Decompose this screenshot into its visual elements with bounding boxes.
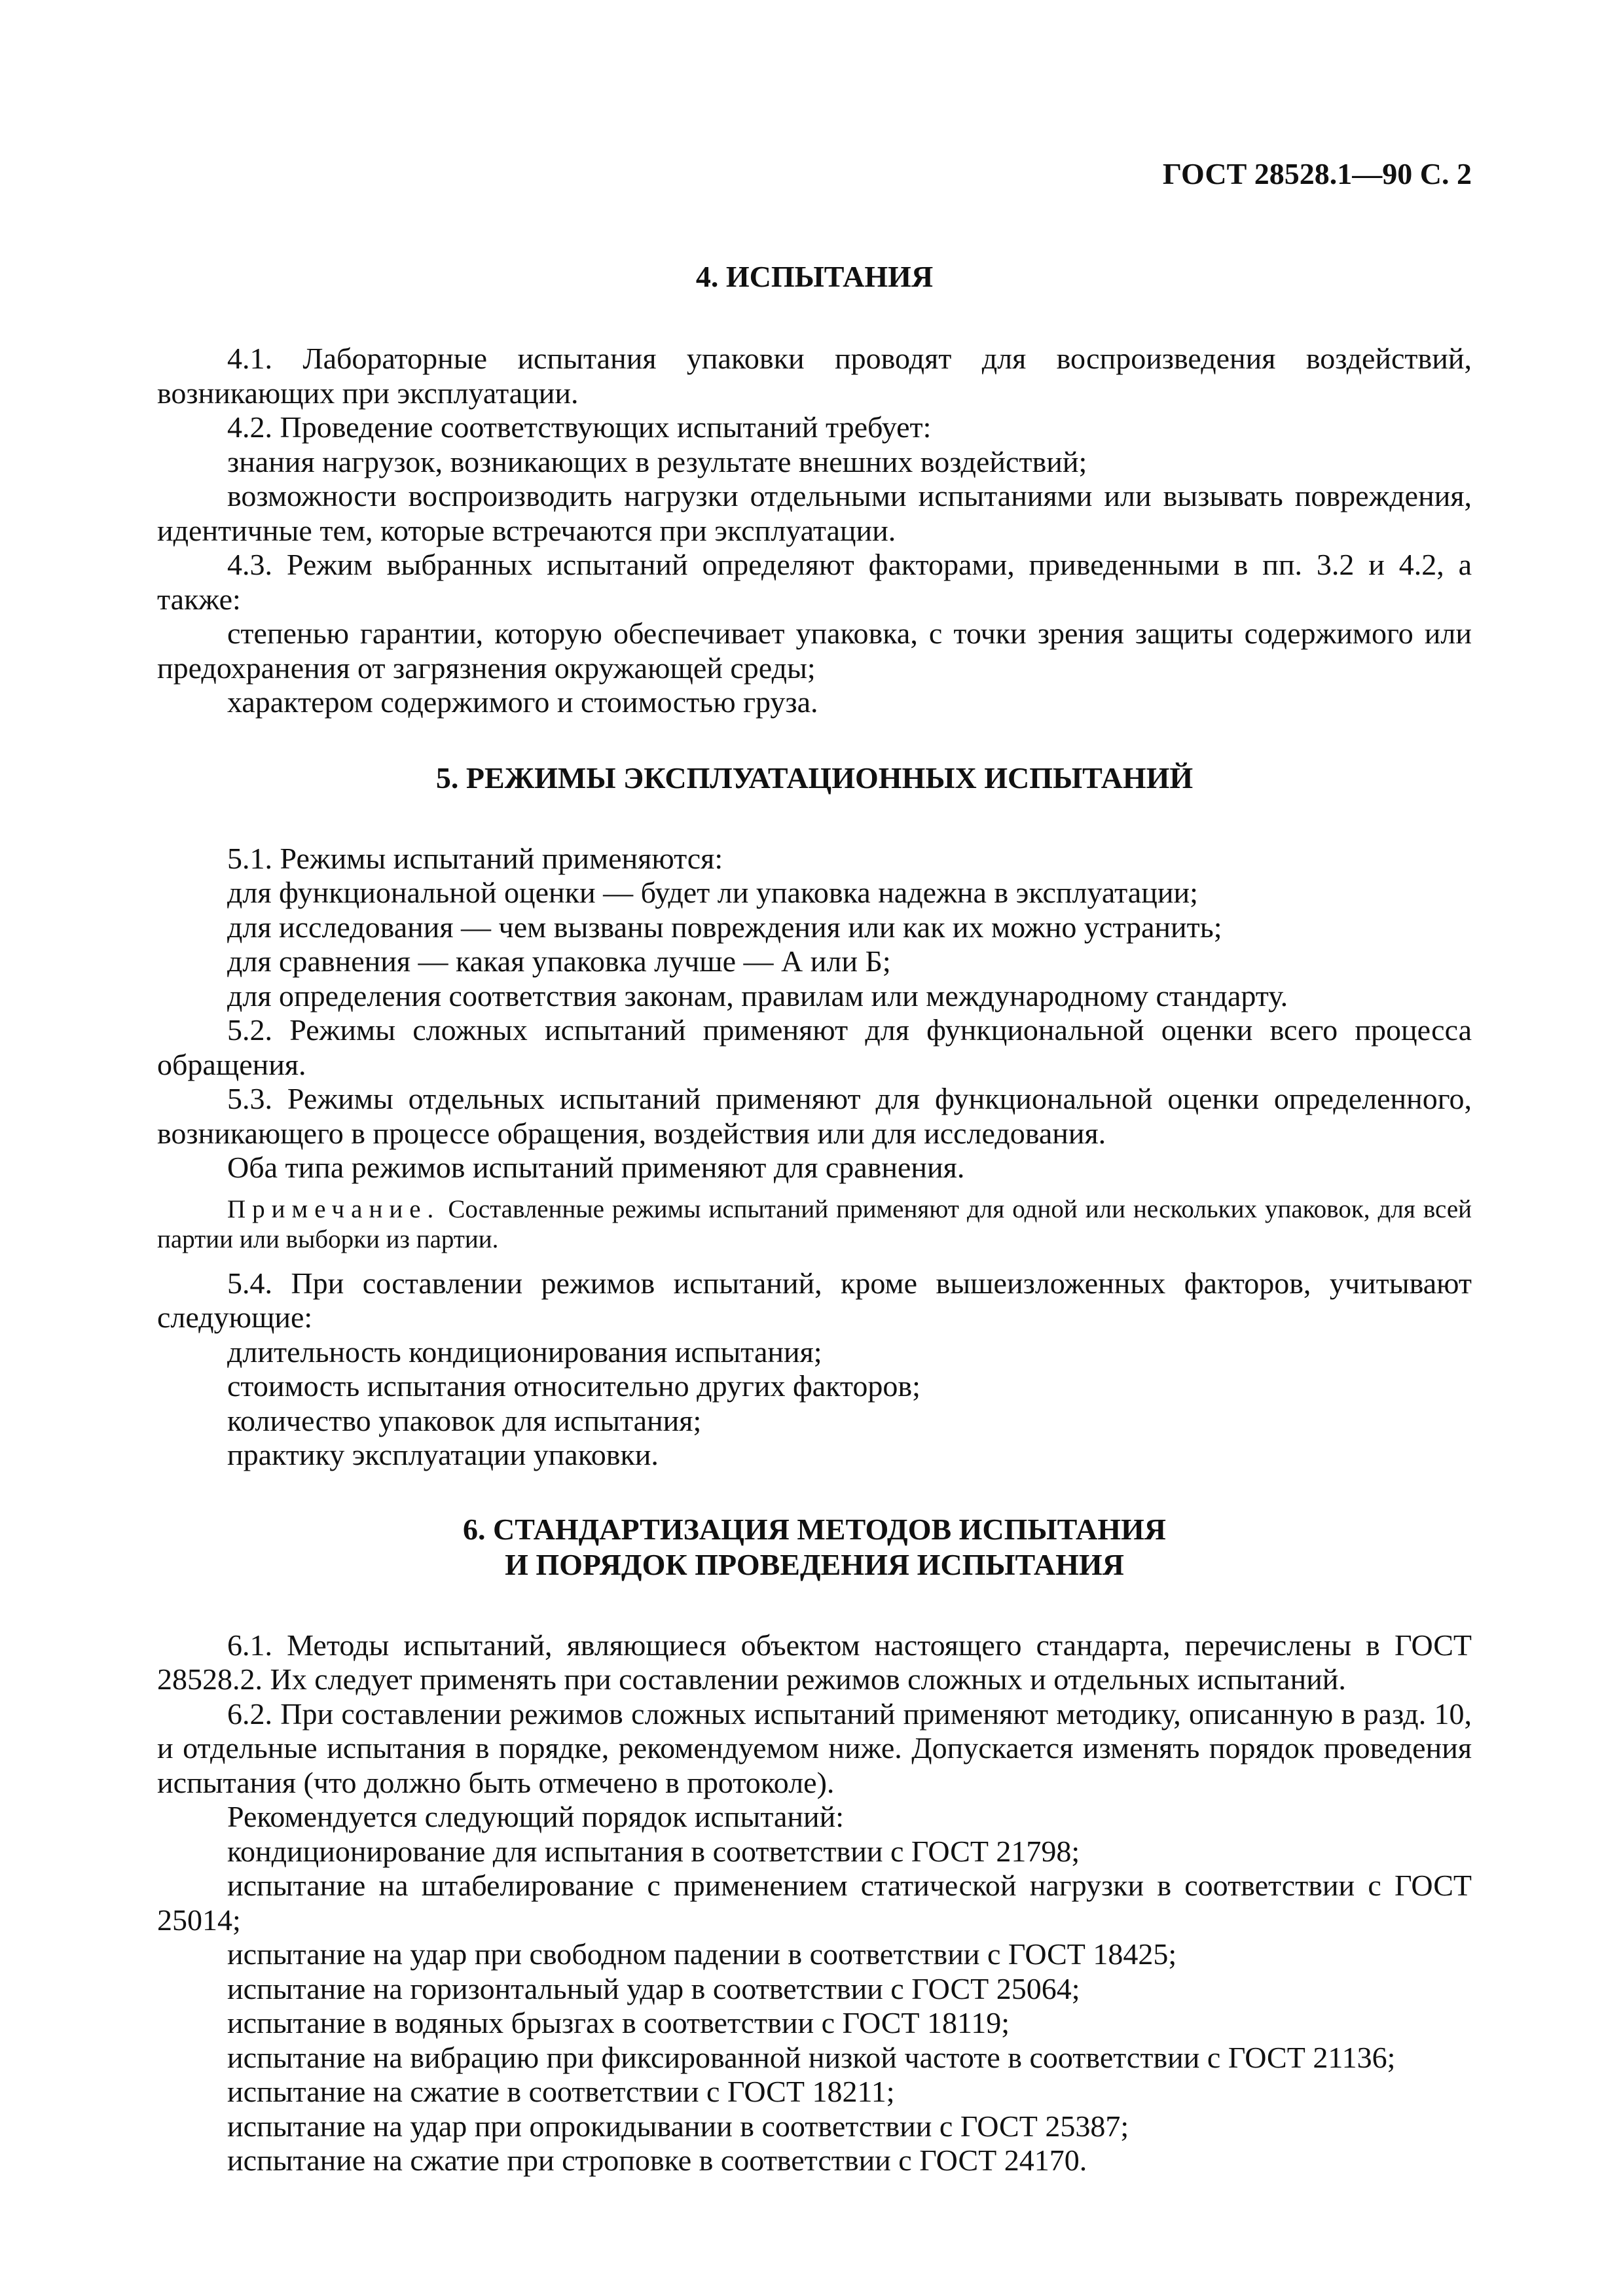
section-4-body	[157, 342, 1472, 720]
paragraph: 5.4. При составлении режимов испытаний, кроме вышеизложенных факторов, учитывают следующие:	[157, 1266, 1472, 1334]
section-6-title	[157, 1512, 1472, 1583]
note-text: Составленные режимы испытаний применяют для одной или нескольких упаковок, для всей партии или выборки из партии.	[157, 1194, 1472, 1253]
paragraph: для определения соответствия законам, правилам или международному стандарту.	[227, 978, 1288, 1013]
paragraph: характером содержимого и стоимостью груза.	[227, 685, 818, 719]
paragraph: для функциональной оценки — будет ли упаковка надежна в эксплуатации;	[227, 876, 1198, 909]
paragraph: испытание на сжатие при строповке в соответствии с ГОСТ 24170.	[227, 2144, 1087, 2177]
paragraph: длительность кондиционирования испытания;	[227, 1335, 822, 1369]
paragraph: 5.1. Режимы испытаний применяются:	[227, 841, 723, 875]
paragraph: испытание на горизонтальный удар в соответствии с ГОСТ 25064;	[227, 1971, 1080, 2005]
paragraph: 4.1. Лабораторные испытания упаковки проводят для воспроизведения воздействий, возникающих при эксплуатации.	[157, 342, 1472, 410]
paragraph: 5.2. Режимы сложных испытаний применяют для функциональной оценки всего процесса обращения.	[157, 1013, 1472, 1081]
paragraph: степенью гарантии, которую обеспечивает упаковка, с точки зрения защиты содержимого или предохранения от загрязнения окружающей среды;	[157, 617, 1472, 685]
section-6-title-line-1: 6. СТАНДАРТИЗАЦИЯ МЕТОДОВ ИСПЫТАНИЯ	[463, 1512, 1166, 1546]
section-6-body	[157, 1628, 1472, 2178]
paragraph: испытание на штабелирование с применением статической нагрузки в соответствии с ГОСТ 25014;	[157, 1869, 1472, 1937]
section-5-body	[157, 842, 1472, 1473]
paragraph: испытание в водяных брызгах в соответствии с ГОСТ 18119;	[227, 2006, 1010, 2039]
paragraph: 5.3. Режимы отдельных испытаний применяют для функциональной оценки определенного, возникающего в процессе обращения, воздействия или для исследования.	[157, 1082, 1472, 1150]
paragraph: практику эксплуатации упаковки.	[227, 1438, 659, 1471]
note	[157, 1194, 1472, 1255]
section-5-title: 5. РЕЖИМЫ ЭКСПЛУАТАЦИОННЫХ ИСПЫТАНИЙ	[435, 761, 1194, 795]
paragraph: Оба типа режимов испытаний применяют для сравнения.	[227, 1151, 965, 1184]
paragraph: испытание на удар при свободном падении в соответствии с ГОСТ 18425;	[227, 1937, 1177, 1971]
section-6-title-line-2: И ПОРЯДОК ПРОВЕДЕНИЯ ИСПЫТАНИЯ	[505, 1547, 1124, 1581]
note-label: Примечание.	[227, 1194, 441, 1223]
paragraph: 6.1. Методы испытаний, являющиеся объектом настоящего стандарта, перечислены в ГОСТ 28528.2. Их следует применять при составлении режимов сложных и отдельных испытаний.	[157, 1628, 1472, 1696]
paragraph: для сравнения — какая упаковка лучше — А или Б;	[227, 944, 891, 978]
paragraph: испытание на вибрацию при фиксированной низкой частоте в соответствии с ГОСТ 21136;	[227, 2040, 1396, 2074]
paragraph: испытание на сжатие в соответствии с ГОСТ 18211;	[227, 2075, 895, 2108]
paragraph: 4.2. Проведение соответствующих испытаний требует:	[227, 410, 932, 444]
paragraph: знания нагрузок, возникающих в результате внешних воздействий;	[227, 444, 1087, 478]
paragraph: количество упаковок для испытания;	[227, 1403, 702, 1437]
paragraph: 6.2. При составлении режимов сложных испытаний применяют методику, описанную в разд. 10, и отдельные испытания в порядке, рекомендуемом ниже. Допускается изменять порядок проведения испытания (что должно быть отмечено в протоколе).	[157, 1696, 1472, 1799]
paragraph: Рекомендуется следующий порядок испытаний:	[227, 1800, 845, 1833]
paragraph: испытание на удар при опрокидывании в соответствии с ГОСТ 25387;	[227, 2109, 1129, 2143]
paragraph: 4.3. Режим выбранных испытаний определяют факторами, приведенными в пп. 3.2 и 4.2, а также:	[157, 548, 1472, 616]
document-page	[157, 157, 1472, 2178]
paragraph: кондиционирование для испытания в соответствии с ГОСТ 21798;	[227, 1834, 1080, 1868]
paragraph: возможности воспроизводить нагрузки отдельными испытаниями или вызывать повреждения, идентичные тем, которые встречаются при эксплуатации.	[157, 479, 1472, 547]
paragraph: стоимость испытания относительно других факторов;	[227, 1369, 921, 1403]
paragraph: для исследования — чем вызваны повреждения или как их можно устранить;	[227, 910, 1222, 944]
running-header: ГОСТ 28528.1—90 С. 2	[1162, 157, 1472, 190]
section-4-title: 4. ИСПЫТАНИЯ	[695, 260, 934, 293]
